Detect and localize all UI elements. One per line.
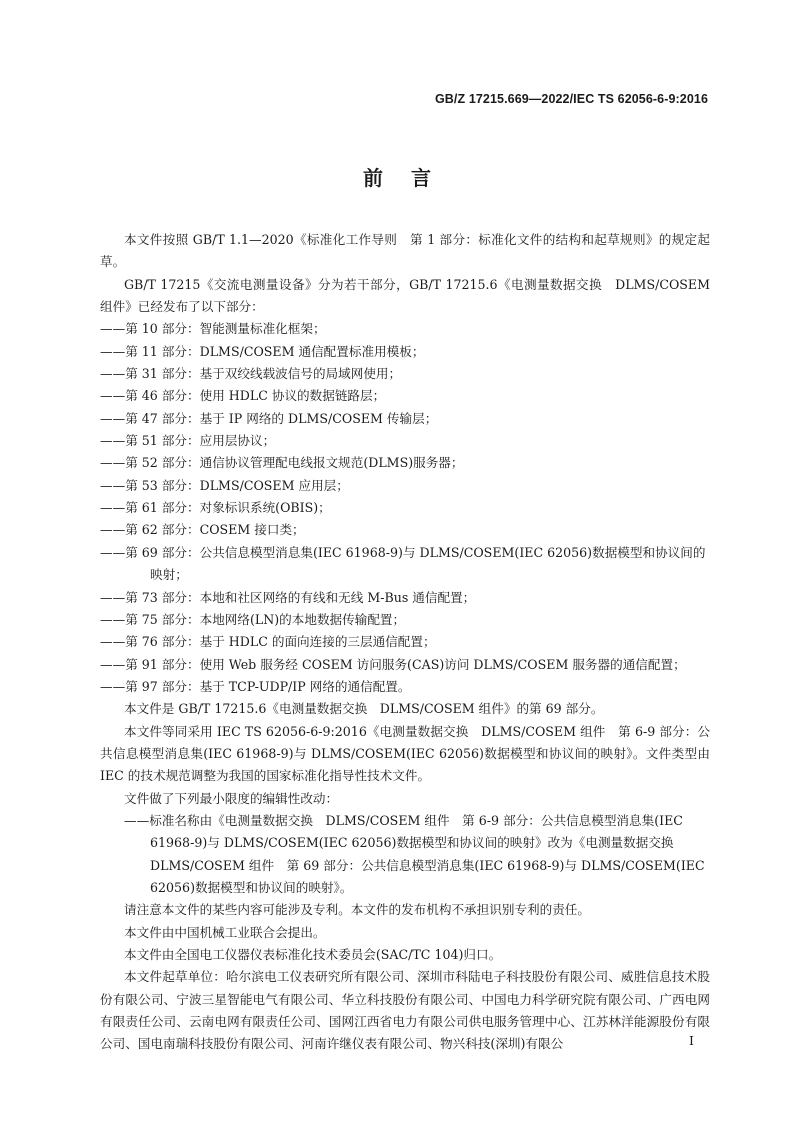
list-item: ——第 31 部分：基于双绞线载波信号的局域网使用； [100,366,402,382]
paragraph-patent-notice: 请注意本文件的某些内容可能涉及专利。本文件的发布机构不承担识别专利的责任。 [124,902,590,918]
list-item: ——第 11 部分：DLMS/COSEM 通信配置标准用模板； [100,343,425,359]
list-item: ——第 62 部分：COSEM 接口类； [100,522,305,538]
list-item: ——第 73 部分：本地和社区网络的有线和无线 M-Bus 通信配置； [100,589,476,605]
page-title [0,162,794,191]
list-item: ——第 51 部分：应用层协议； [100,433,276,449]
paragraph-drafting-units: 本文件起草单位：哈尔滨电工仪表研究所有限公司、深圳市科陆电子科技股份有限公司、威胜信息技术股份有限公司、宁波三星智能电气有限公司、华立科技股份有限公司、中国电力科学研究院有限公司、广西电网有限责任公司、云南电网有限责任公司、国网江西省电力有限公司供电服务管理中心、江苏林洋能源股份有限公司、国电南瑞科技股份有限公司、河南许继仪表有限公司、物兴科技(深圳)有限公 [100,969,710,1052]
list-item: ——第 10 部分：智能测量标准化框架； [100,321,326,337]
paragraph-editorial-changes: 文件做了下列最小限度的编辑性改动： [124,790,339,806]
list-item: ——第 53 部分：DLMS/COSEM 应用层； [100,477,349,493]
list-item: ——第 75 部分：本地网络(LN)的本地数据传输配置； [100,611,406,627]
list-item-title-change: ——标准名称由《电测量数据交换 DLMS/COSEM 组件 第 6-9 部分：公共信息模型消息集(IEC 61968-9)与 DLMS/COSEM(IEC 62056)数据模型和协议间的映射》改为《电测量数据交换 DLMS/COSEM 组件 第 69 部分：公共信息模型消息集(IEC 61968-9)与 DLMS/COSEM(IEC 62056)数据模型和协议间的映射》。 [124,812,705,895]
paragraph-drafting-rules: 本文件按照 GB/T 1.1—2020《标准化工作导则 第 1 部分：标准化文件的结构和起草规则》的规定起草。 [100,232,710,270]
title-char-right: 言 [411,166,431,190]
list-item: ——第 76 部分：基于 HDLC 的面向连接的三层通信配置； [100,634,436,650]
list-item: ——第 61 部分：对象标识系统(OBIS)； [100,500,331,516]
paragraph-series-intro: GB/T 17215《交流电测量设备》分为若干部分，GB/T 17215.6《电测量数据交换 DLMS/COSEM 组件》已经发布了以下部分： [100,276,710,315]
list-item: ——第 52 部分：通信协议管理配电线报文规范(DLMS)服务器； [100,455,464,471]
page-number: I [689,1033,694,1048]
paragraph-committee: 本文件由全国电工仪器仪表标准化技术委员会(SAC/TC 104)归口。 [124,947,502,962]
title-char-left: 前 [363,166,383,190]
list-item: ——第 69 部分：公共信息模型消息集(IEC 61968-9)与 DLMS/COSEM(IEC 62056)数据模型和协议间的映射； [100,544,706,583]
paragraph-proposer: 本文件由中国机械工业联合会提出。 [124,924,326,940]
foreword-body [100,229,710,1056]
list-item: ——第 46 部分：使用 HDLC 协议的数据链路层； [100,388,386,404]
list-item: ——第 47 部分：基于 IP 网络的 DLMS/COSEM 传输层； [100,410,438,426]
list-item: ——第 97 部分：基于 TCP-UDP/IP 网络的通信配置。 [100,678,411,694]
parts-list [100,318,710,698]
paragraph-part-number: 本文件是 GB/T 17215.6《电测量数据交换 DLMS/COSEM 组件》的第 69 部分。 [124,701,604,717]
paragraph-adoption: 本文件等同采用 IEC TS 62056-6-9:2016《电测量数据交换 DLMS/COSEM 组件 第 6-9 部分：公共信息模型消息集(IEC 61968-9)与 DLMS/COSEM(IEC 62056)数据模型和协议间的映射》。文件类型由 IEC 的技术规范调整为我国的国家标准化指导性技术文件。 [100,723,710,784]
list-item: ——第 91 部分：使用 Web 服务经 COSEM 访问服务(CAS)访问 DLMS/COSEM 服务器的通信配置； [100,656,686,672]
standard-code-header: GB/Z 17215.669—2022/IEC TS 62056-6-9:2016 [434,92,708,106]
